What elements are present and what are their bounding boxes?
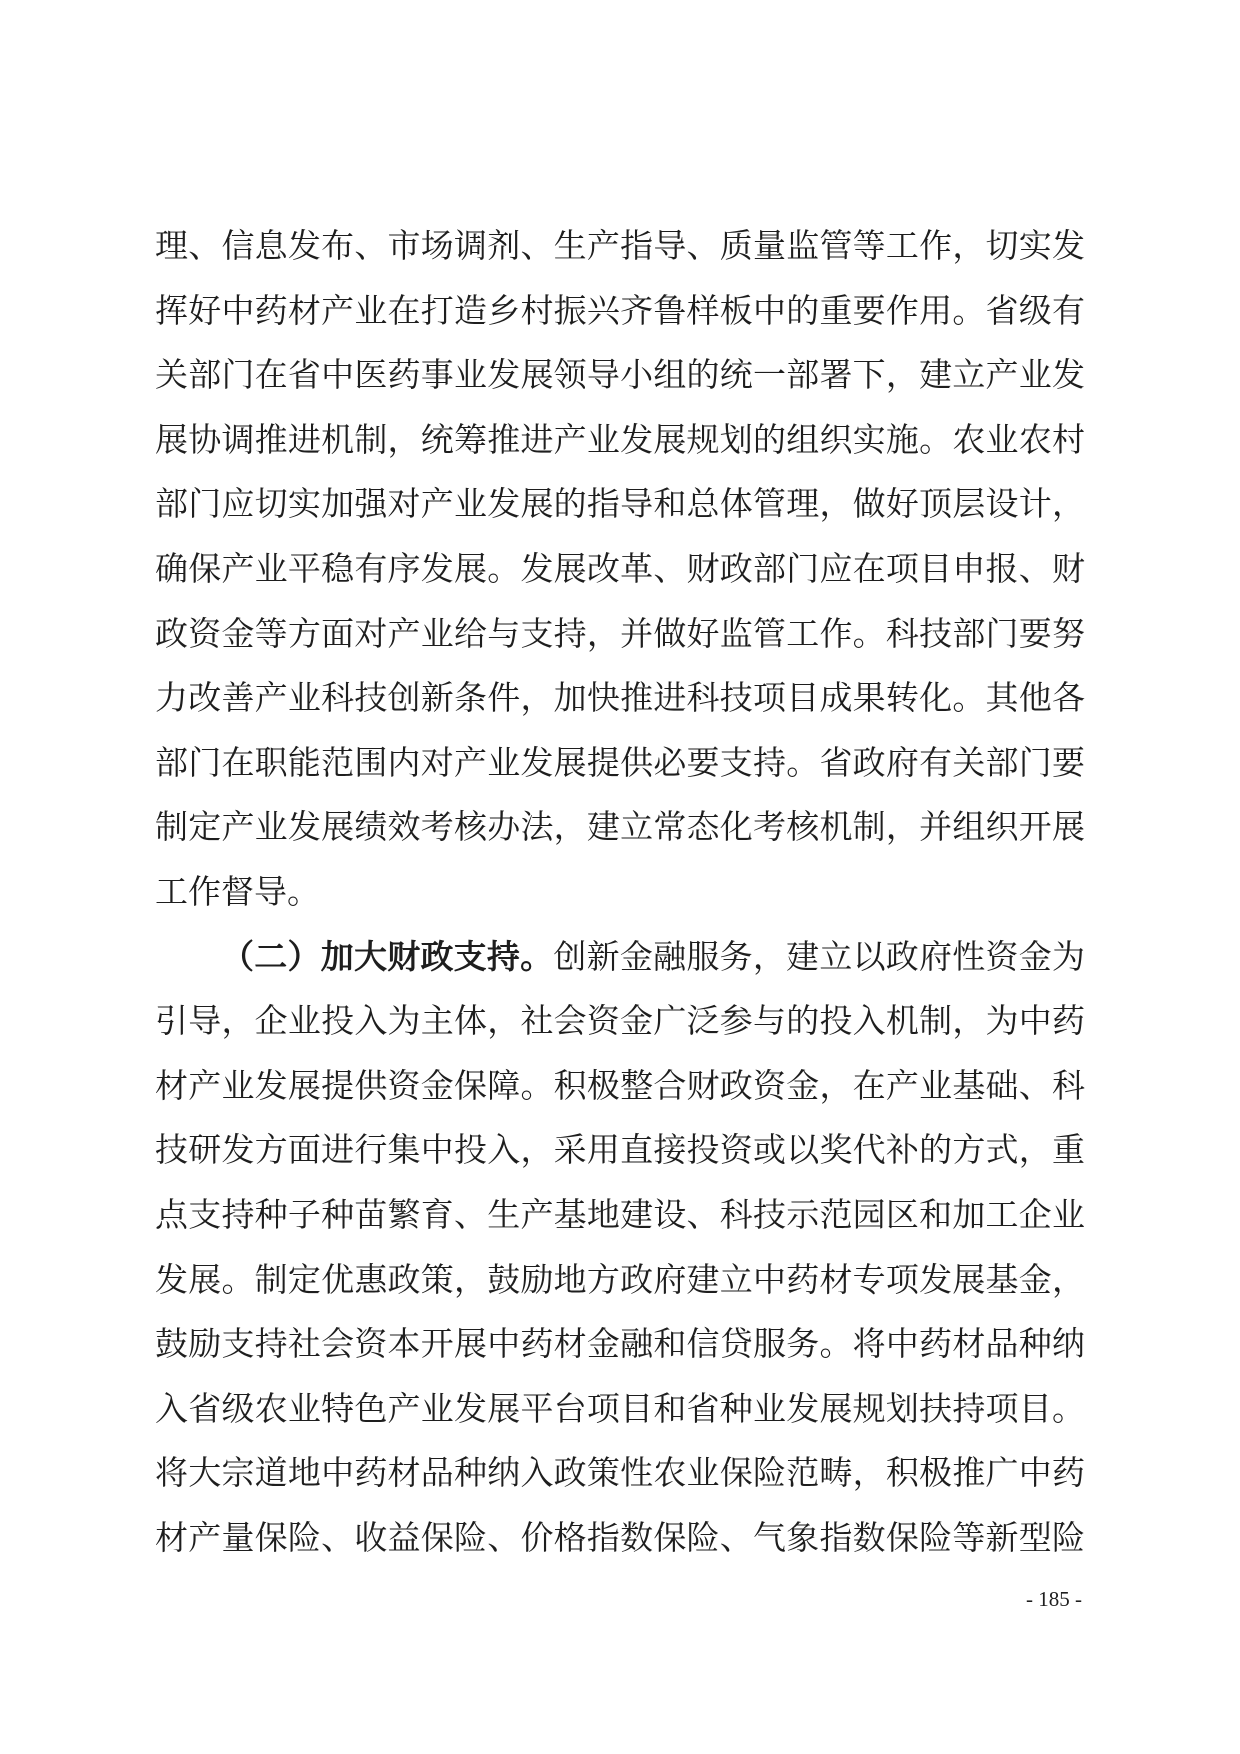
text-line: 力改善产业科技创新条件，加快推进科技项目成果转化。其他各 <box>155 681 1085 718</box>
text-line: 技研发方面进行集中投入，采用直接投资或以奖代补的方式，重 <box>155 1133 1085 1170</box>
text-line: 理、信息发布、市场调剂、生产指导、质量监管等工作，切实发 <box>155 229 1085 265</box>
text-line: 展协调推进机制，统筹推进产业发展规划的组织实施。农业农村 <box>155 422 1085 459</box>
text-line: 引导，企业投入为主体，社会资金广泛参与的投入机制，为中药 <box>155 1004 1085 1041</box>
text-run: 创新金融服务，建立以政府性资金为 <box>553 939 1086 976</box>
text-line: 点支持种子种苗繁育、生产基地建设、科技示范园区和加工企业 <box>155 1197 1085 1234</box>
text-line: 鼓励支持社会资本开展中药材金融和信贷服务。将中药材品种纳 <box>155 1327 1085 1364</box>
section-heading: （二）加大财政支持。 <box>221 939 554 976</box>
text-line: 部门应切实加强对产业发展的指导和总体管理，做好顶层设计， <box>155 487 1085 524</box>
text-line: 材产业发展提供资金保障。积极整合财政资金，在产业基础、科 <box>155 1068 1085 1105</box>
text-line: 挥好中药材产业在打造乡村振兴齐鲁样板中的重要作用。省级有 <box>155 293 1085 330</box>
text-line: 将大宗道地中药材品种纳入政策性农业保险范畴，积极推广中药 <box>155 1456 1085 1493</box>
text-line: 制定产业发展绩效考核办法，建立常态化考核机制，并组织开展 <box>155 810 1085 847</box>
page-number: - 185 - <box>1026 1587 1082 1611</box>
text-line: 部门在职能范围内对产业发展提供必要支持。省政府有关部门要 <box>155 745 1085 782</box>
text-line: 政资金等方面对产业给与支持，并做好监管工作。科技部门要努 <box>155 616 1085 653</box>
text-line <box>155 926 1085 991</box>
text-line: 关部门在省中医药事业发展领导小组的统一部署下，建立产业发 <box>155 358 1085 395</box>
text-line: 工作督导。 <box>155 874 320 911</box>
page-footer <box>1026 1586 1082 1612</box>
text-line: 发展。制定优惠政策，鼓励地方政府建立中药材专项发展基金， <box>155 1262 1085 1299</box>
text-line: 入省级农业特色产业发展平台项目和省种业发展规划扶持项目。 <box>155 1391 1085 1428</box>
text-line: 材产量保险、收益保险、价格指数保险、气象指数保险等新型险 <box>155 1520 1085 1557</box>
document-body <box>155 215 1085 1571</box>
text-line: 确保产业平稳有序发展。发展改革、财政部门应在项目申报、财 <box>155 551 1085 588</box>
